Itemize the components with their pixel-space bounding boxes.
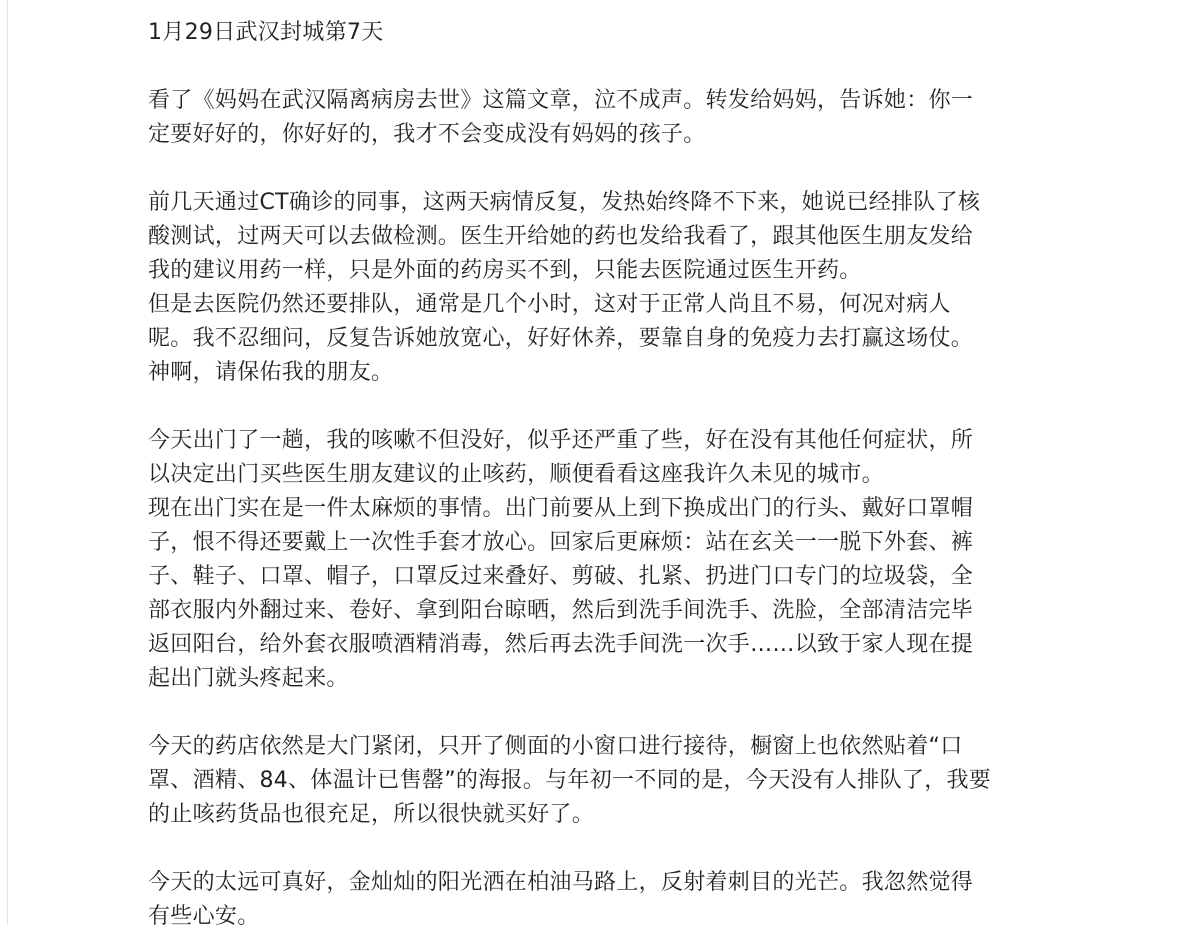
article-body: [148, 16, 1060, 934]
paragraph-line: 神啊，请保佑我的朋友。: [148, 360, 394, 385]
paragraph-line: 今天的药店依然是大门紧闭，只开了侧面的小窗口进行接待，橱窗上也依然贴着“口: [148, 734, 963, 759]
paragraph-line: 的止咳药货品也很充足，所以很快就买好了。: [148, 802, 595, 827]
paragraph-line: 返回阳台，给外套衣服喷酒精消毒，然后再去洗手间洗一次手……以致于家人现在提: [148, 632, 974, 657]
paragraph-line: 今天出门了一趟，我的咳嗽不但没好，似乎还严重了些，好在没有其他任何症状，所: [148, 428, 974, 453]
paragraph-gap: [148, 390, 1060, 424]
paragraph-line: 部衣服内外翻过来、卷好、拿到阳台晾晒，然后到洗手间洗手、洗脸，全部清洁完毕: [148, 598, 974, 623]
paragraph-line: 看了《妈妈在武汉隔离病房去世》这篇文章，泣不成声。转发给妈妈，告诉她：你一: [148, 88, 974, 113]
paragraph-line: 我的建议用药一样，只是外面的药房买不到，只能去医院通过医生开药。: [148, 258, 862, 283]
paragraph-gap: [148, 832, 1060, 866]
paragraph-line: 酸测试，过两天可以去做检测。医生开给她的药也发给我看了，跟其他医生朋友发给: [148, 224, 974, 249]
left-border-line: [7, 0, 8, 925]
paragraph-line: 定要好好的，你好好的，我才不会变成没有妈妈的孩子。: [148, 122, 706, 147]
paragraph-2: [148, 186, 1060, 390]
paragraph-line: 以决定出门买些医生朋友建议的止咳药，顺便看看这座我许久未见的城市。: [148, 462, 884, 487]
paragraph-line: 前几天通过CT确诊的同事，这两天病情反复，发热始终降不下来，她说已经排队了核: [148, 190, 981, 215]
paragraph-line: 今天的太远可真好，金灿灿的阳光洒在柏油马路上，反射着刺目的光芒。我忽然觉得: [148, 870, 974, 895]
paragraph-line: 子、鞋子、口罩、帽子，口罩反过来叠好、剪破、扎紧、扔进门口专门的垃圾袋，全: [148, 564, 974, 589]
paragraph-1: [148, 84, 1060, 152]
paragraph-line: 但是去医院仍然还要排队，通常是几个小时，这对于正常人尚且不易，何况对病人: [148, 292, 951, 317]
title-line: 1月29日武汉封城第7天: [148, 20, 384, 45]
paragraph-gap: [148, 696, 1060, 730]
article-title: [148, 16, 1060, 50]
paragraph-line: 起出门就头疼起来。: [148, 666, 349, 691]
paragraph-line: 现在出门实在是一件太麻烦的事情。出门前要从上到下换成出门的行头、戴好口罩帽: [148, 496, 974, 521]
paragraph-line: 子，恨不得还要戴上一次性手套才放心。回家后更麻烦：站在玄关一一脱下外套、裤: [148, 530, 974, 555]
paragraph-line: 有些心安。: [148, 904, 260, 929]
paragraph-gap: [148, 152, 1060, 186]
paragraph-3: [148, 424, 1060, 696]
paragraph-gap: [148, 50, 1060, 84]
paragraph-4: [148, 730, 1060, 832]
paragraph-line: 呢。我不忍细问，反复告诉她放宽心，好好休养，要靠自身的免疫力去打赢这场仗。: [148, 326, 974, 351]
paragraph-5: [148, 866, 1060, 934]
paragraph-line: 罩、酒精、84、体温计已售罄”的海报。与年初一不同的是，今天没有人排队了，我要: [148, 768, 992, 793]
